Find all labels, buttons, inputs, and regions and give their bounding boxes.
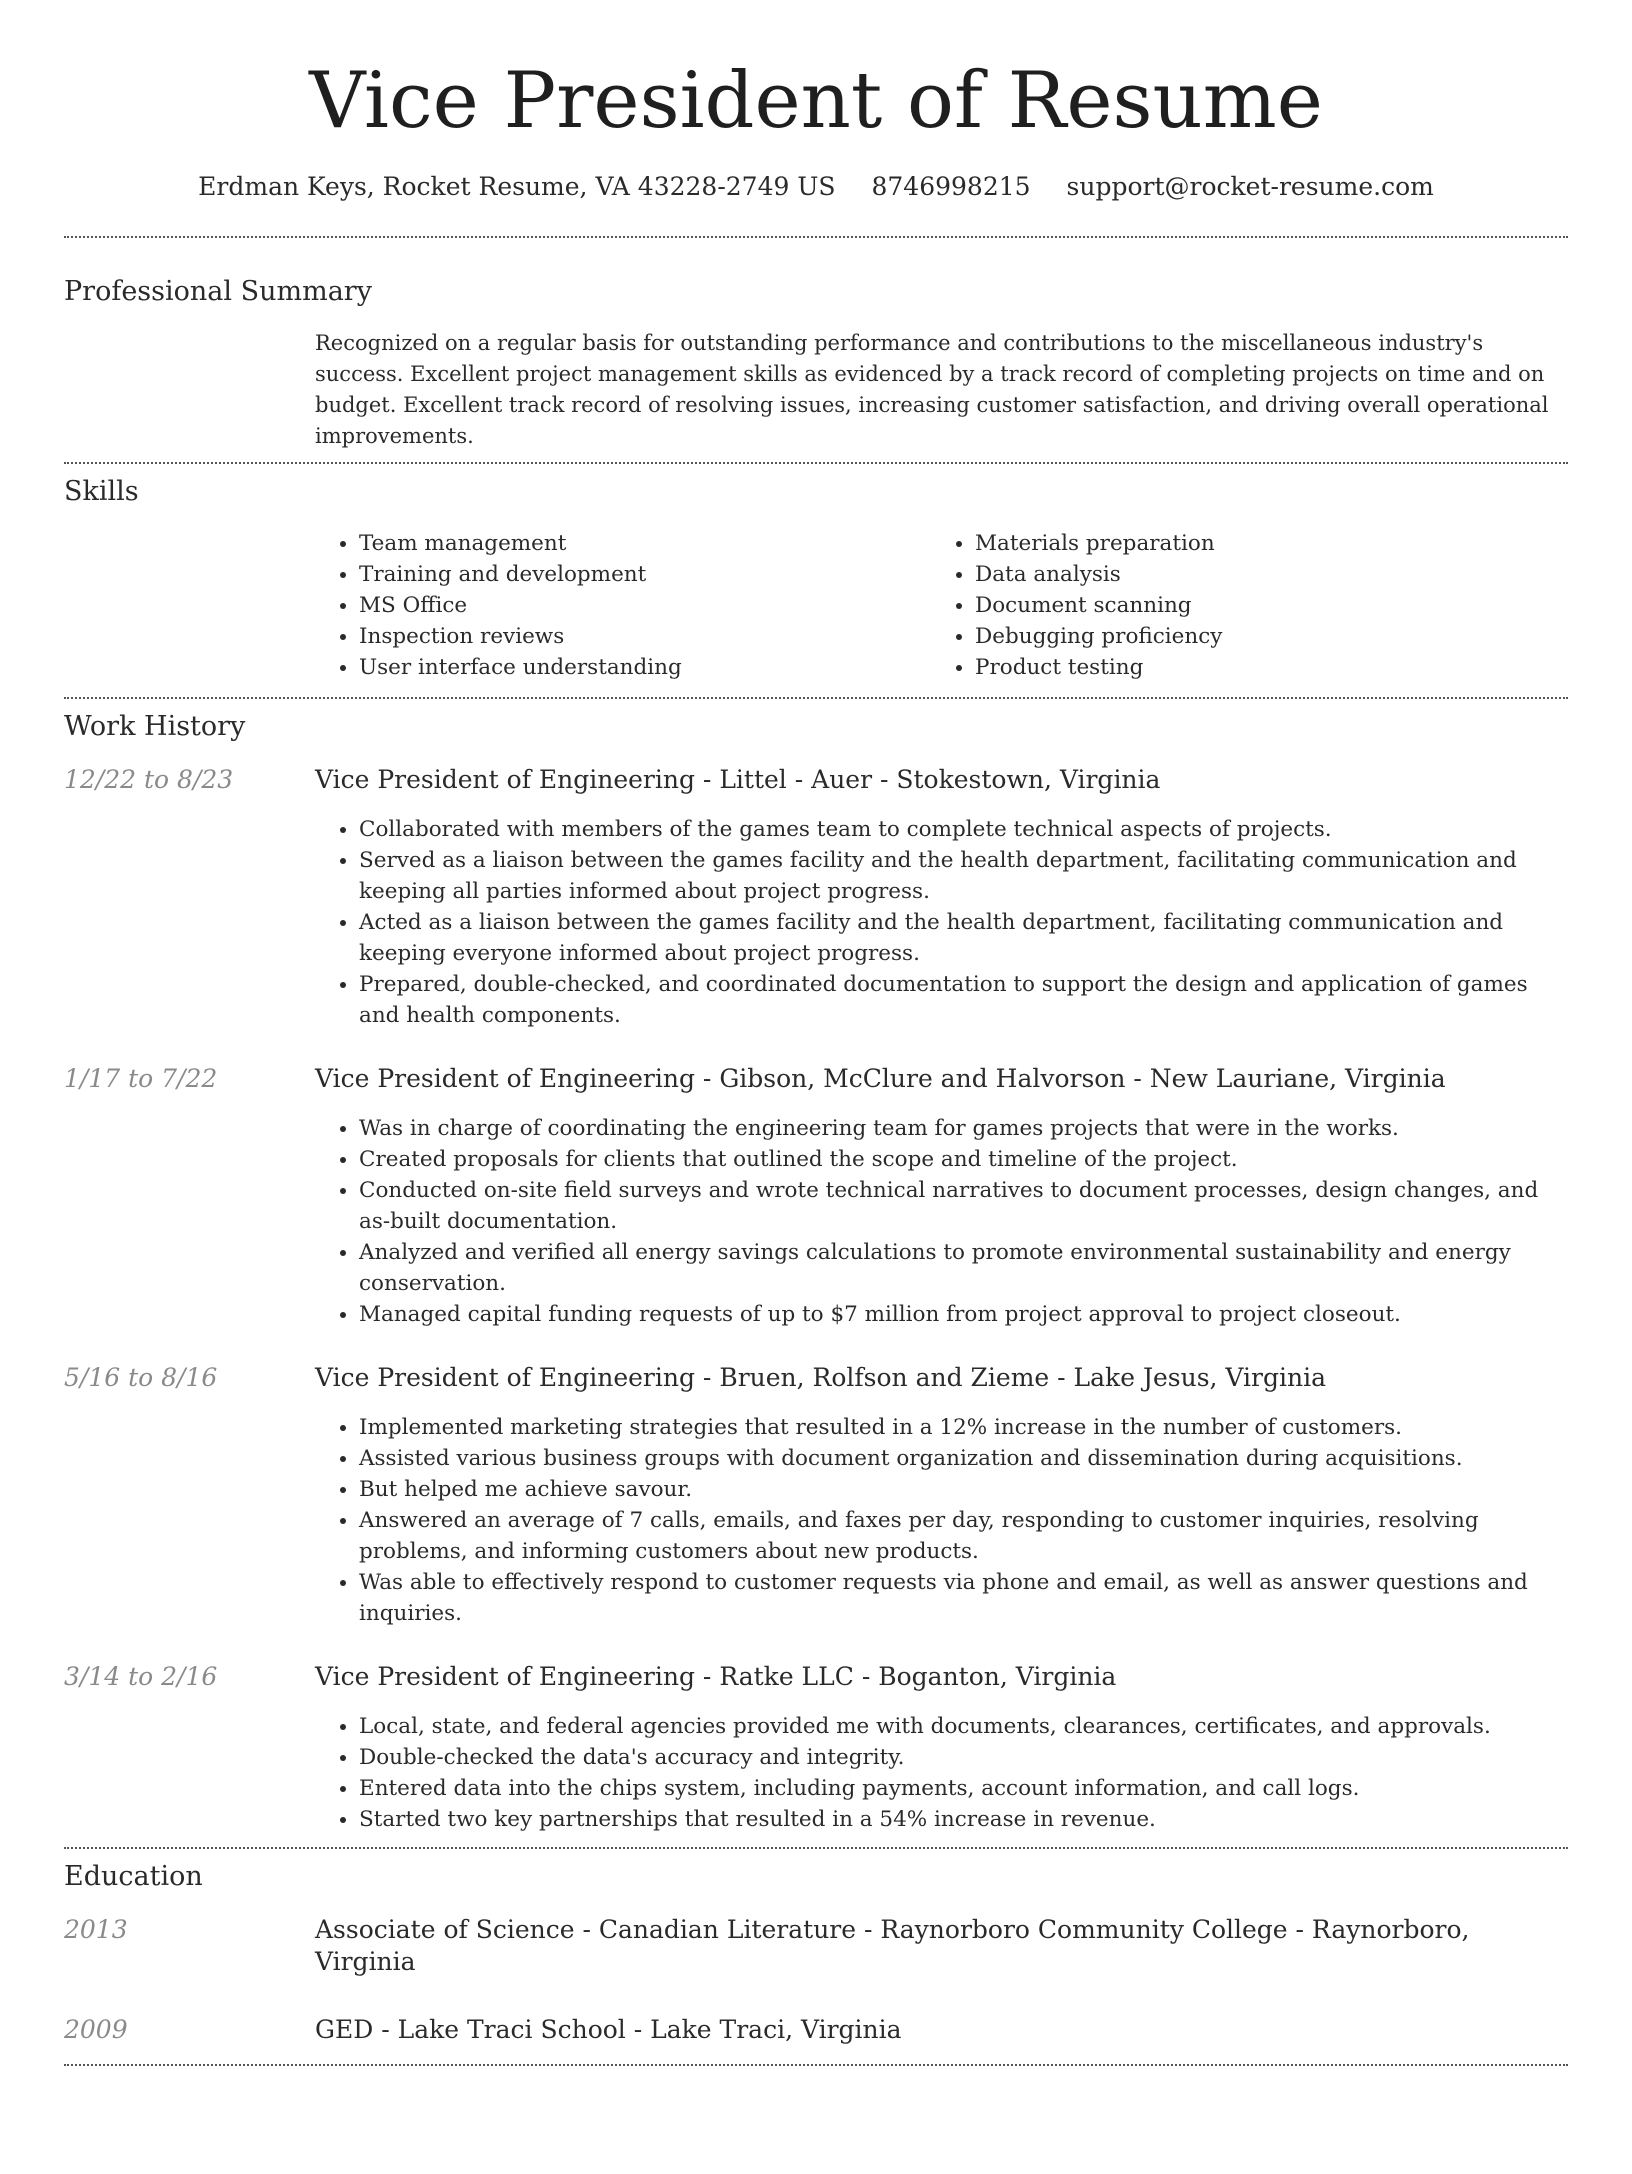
skills-column-right <box>931 528 1547 683</box>
job-entry <box>64 1661 1568 1835</box>
skill-item: • Data analysis <box>975 559 1547 590</box>
job-bullets <box>315 1113 1568 1330</box>
job-bullet: • Collaborated with members of the games team to complete technical aspects of projects. <box>359 814 1568 845</box>
job-bullet: • Double-checked the data's accuracy and integrity. <box>359 1742 1568 1773</box>
job-bullet: • Acted as a liaison between the games facility and the health department, facilitating communication and keeping everyone informed about project progress. <box>359 907 1568 969</box>
skill-item: • User interface understanding <box>359 652 931 683</box>
section-divider <box>64 697 1568 699</box>
job-bullet: • Started two key partnerships that resulted in a 54% increase in revenue. <box>359 1804 1568 1835</box>
job-bullet: • Entered data into the chips system, including payments, account information, and call logs. <box>359 1773 1568 1804</box>
contact-address: Erdman Keys, Rocket Resume, VA 43228-2749 US <box>198 172 836 201</box>
skills-list <box>315 528 1568 683</box>
skills-section <box>64 476 1568 683</box>
job-bullet: • But helped me achieve savour. <box>359 1474 1568 1505</box>
job-title: Vice President of Engineering - Bruen, Rolfson and Zieme - Lake Jesus, Virginia <box>315 1363 1326 1392</box>
skill-item: • Product testing <box>975 652 1547 683</box>
skills-column-left <box>315 528 931 683</box>
contact-line <box>64 172 1568 202</box>
job-title: Vice President of Engineering - Littel - Auer - Stokestown, Virginia <box>315 765 1161 794</box>
job-dates: 5/16 to 8/16 <box>64 1363 218 1392</box>
resume-page <box>0 56 1632 2174</box>
work-history-section <box>64 711 1568 1835</box>
education-heading: Education <box>64 1861 203 1892</box>
job-bullet: • Conducted on-site field surveys and wrote technical narratives to document processes, design changes, and as-built documentation. <box>359 1175 1568 1237</box>
skill-item: • MS Office <box>359 590 931 621</box>
skill-item: • Debugging proficiency <box>975 621 1547 652</box>
job-bullet: • Assisted various business groups with document organization and dissemination during acquisitions. <box>359 1443 1568 1474</box>
job-entry <box>64 1362 1568 1629</box>
work-history-heading: Work History <box>64 711 246 742</box>
job-bullets <box>315 814 1568 1031</box>
education-entry <box>64 2014 1568 2046</box>
job-bullet: • Was able to effectively respond to customer requests via phone and email, as well as answer questions and inquiries. <box>359 1567 1568 1629</box>
summary-heading: Professional Summary <box>64 276 372 307</box>
section-divider <box>64 1847 1568 1849</box>
section-divider <box>64 2064 1568 2066</box>
job-bullet: • Served as a liaison between the games facility and the health department, facilitating communication and keeping all parties informed about project progress. <box>359 845 1568 907</box>
job-bullet: • Local, state, and federal agencies provided me with documents, clearances, certificates, and approvals. <box>359 1711 1568 1742</box>
skill-item: • Materials preparation <box>975 528 1547 559</box>
contact-phone: 8746998215 <box>871 172 1031 201</box>
education-year: 2009 <box>64 2015 128 2044</box>
job-bullet: • Was in charge of coordinating the engineering team for games projects that were in the works. <box>359 1113 1568 1144</box>
job-bullet: • Created proposals for clients that outlined the scope and timeline of the project. <box>359 1144 1568 1175</box>
summary-text: Recognized on a regular basis for outstanding performance and contributions to the miscellaneous industry's success. Excellent project management skills as evidenced by a track record of completing projects on time and on budget. Excellent track record of resolving issues, increasing customer satisfaction, and driving overall operational improvements. <box>315 331 1549 448</box>
job-title: Vice President of Engineering - Gibson, McClure and Halvorson - New Lauriane, Virginia <box>315 1064 1446 1093</box>
job-bullet: • Prepared, double-checked, and coordinated documentation to support the design and application of games and health components. <box>359 969 1568 1031</box>
section-divider <box>64 236 1568 238</box>
job-dates: 3/14 to 2/16 <box>64 1662 218 1691</box>
education-year: 2013 <box>64 1915 128 1944</box>
job-dates: 12/22 to 8/23 <box>64 765 234 794</box>
skills-heading: Skills <box>64 476 139 507</box>
job-bullet: • Managed capital funding requests of up to $7 million from project approval to project closeout. <box>359 1299 1568 1330</box>
job-dates: 1/17 to 7/22 <box>64 1064 218 1093</box>
section-divider <box>64 462 1568 464</box>
job-bullet: • Implemented marketing strategies that resulted in a 12% increase in the number of customers. <box>359 1412 1568 1443</box>
summary-section <box>64 276 1568 452</box>
job-title: Vice President of Engineering - Ratke LLC - Boganton, Virginia <box>315 1662 1117 1691</box>
education-title: GED - Lake Traci School - Lake Traci, Virginia <box>315 2015 902 2044</box>
candidate-name: Vice President of Resume <box>309 56 1323 146</box>
education-section <box>64 1861 1568 2046</box>
job-entry <box>64 764 1568 1031</box>
skill-item: • Inspection reviews <box>359 621 931 652</box>
skill-item: • Document scanning <box>975 590 1547 621</box>
job-entry <box>64 1063 1568 1330</box>
job-bullets <box>315 1412 1568 1629</box>
job-bullet: • Answered an average of 7 calls, emails, and faxes per day, responding to customer inquiries, resolving problems, and informing customers about new products. <box>359 1505 1568 1567</box>
job-bullet: • Analyzed and verified all energy savings calculations to promote environmental sustainability and energy conservation. <box>359 1237 1568 1299</box>
skill-item: • Training and development <box>359 559 931 590</box>
education-entry <box>64 1914 1568 1978</box>
contact-email: support@rocket-resume.com <box>1066 172 1434 201</box>
job-bullets <box>315 1711 1568 1835</box>
education-title: Associate of Science - Canadian Literature - Raynorboro Community College - Raynorboro, Virginia <box>315 1915 1470 1976</box>
skill-item: • Team management <box>359 528 931 559</box>
